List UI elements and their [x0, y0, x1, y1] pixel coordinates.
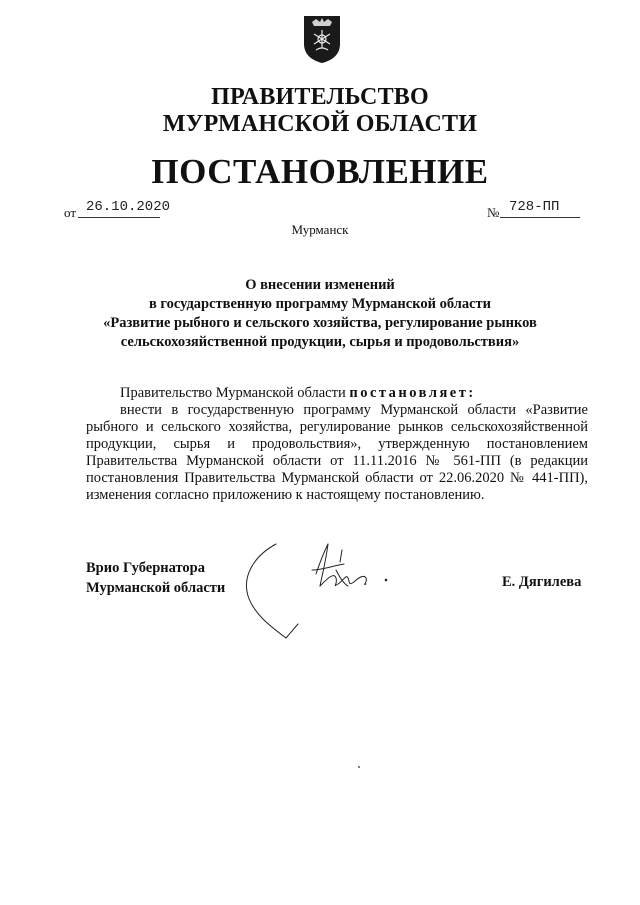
- signer-title: [86, 558, 225, 598]
- city: Мурманск: [291, 222, 349, 237]
- decree-paragraph: внести в государственную программу Мурманской области «Развитие рыбного и сельского хозяйства, регулирование рынков сельскохозяйственной продукции, сырья и продовольствия», утвержденную постановлением Правительства Мурманской области от 11.11.2016 № 561-ПП (в редакции постановления Правительства Мурманской области от 22.06.2020 № 441-ПП), изменения согласно приложению к настоящему постановлению.: [86, 402, 588, 503]
- subject-line-4: сельскохозяйственной продукции, сырья и продовольствия»: [120, 334, 520, 350]
- government-line-2: МУРМАНСКОЙ ОБЛАСТИ: [162, 111, 478, 137]
- number-underline: [500, 217, 580, 218]
- subject-line-3: «Развитие рыбного и сельского хозяйства, регулирование рынков: [103, 315, 537, 331]
- date-prefix: от: [64, 205, 77, 220]
- subject-line-2: в государственную программу Мурманской области: [148, 296, 492, 312]
- number-prefix: №: [487, 205, 500, 220]
- date-underline: [78, 217, 160, 218]
- government-line-1: ПРАВИТЕЛЬСТВО: [211, 84, 429, 110]
- decree-intro-text: Правительство Мурманской области: [120, 385, 350, 401]
- handwritten-signature-icon: [236, 534, 416, 644]
- document-date: 26.10.2020: [86, 199, 171, 215]
- murmansk-coat-of-arms-icon: [302, 14, 342, 64]
- decree-intro: [86, 385, 588, 402]
- decree-word: постановляет:: [349, 385, 476, 401]
- signer-name: Е. Дягилева: [502, 574, 582, 590]
- document-body: [86, 385, 588, 504]
- document-subject: [0, 276, 640, 352]
- government-name: [0, 84, 640, 138]
- signer-title-line-2: Мурманской области: [86, 580, 226, 596]
- document-number: 728-ПП: [509, 199, 560, 215]
- scan-mark: [358, 766, 360, 768]
- signer-title-line-1: Врио Губернатора: [86, 560, 205, 576]
- subject-line-1: О внесении изменений: [245, 277, 395, 293]
- document-type: ПОСТАНОВЛЕНИЕ: [151, 152, 489, 191]
